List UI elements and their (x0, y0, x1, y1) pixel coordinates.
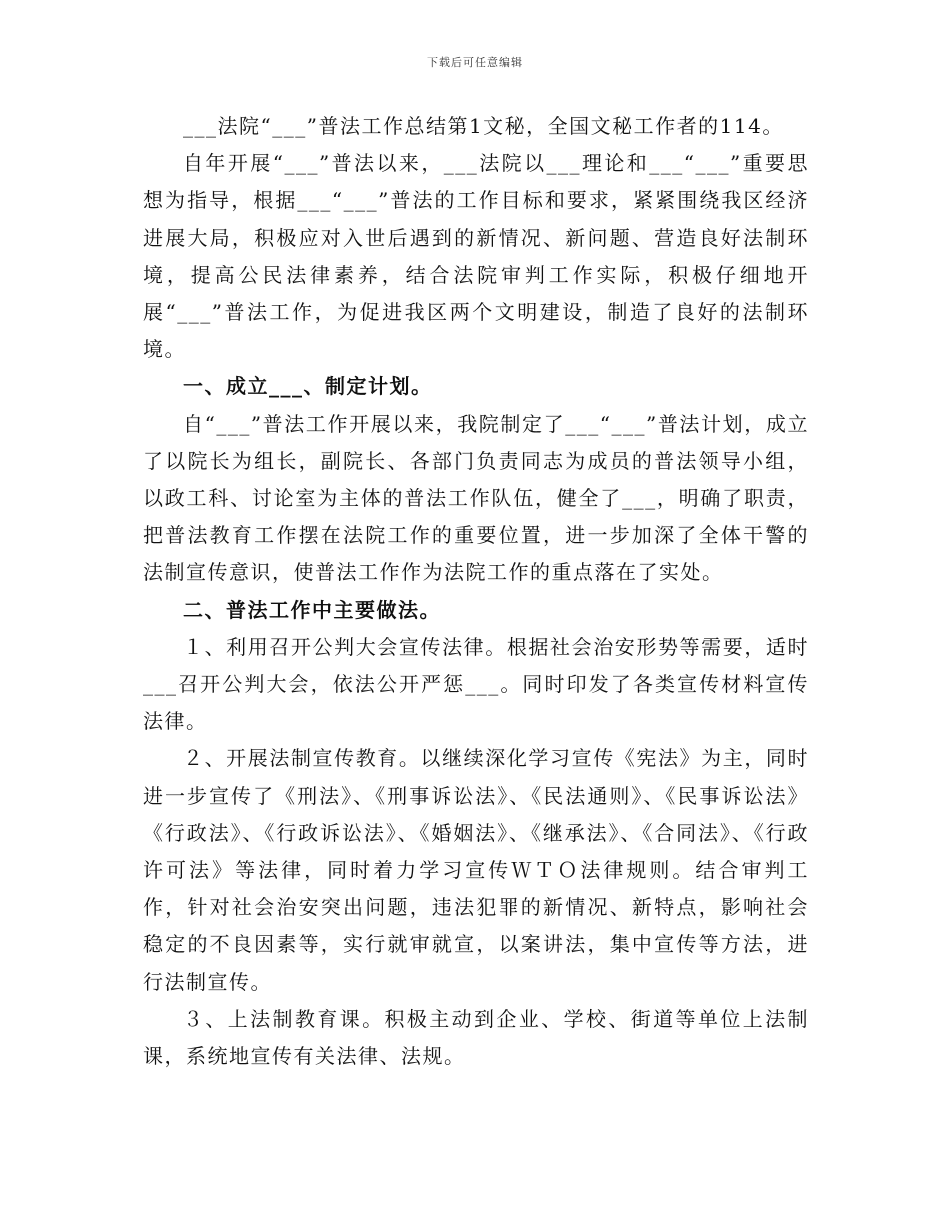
item-2-paragraph: ２、开展法制宣传教育。以继续深化学习宣传《宪法》为主，同时进一步宣传了《刑法》、《刑事诉讼法》、《民法通则》、《民事诉讼法》《行政法》、《行政诉讼法》、《婚姻法》、《继承法》、《合同法》、《行政许可法》等法律，同时着力学习宣传ＷＴＯ法律规则。结合审判工作，针对社会治安突出问题，违法犯罪的新情况、新特点，影响社会稳定的不良因素等，实行就审就宣，以案讲法，集中宣传等方法，进行法制宣传。 (143, 746, 809, 994)
item-3-paragraph: ３、上法制教育课。积极主动到企业、学校、街道等单位上法制课，系统地宣传有关法律、法规。 (143, 1006, 809, 1069)
item-1-paragraph: １、利用召开公判大会宣传法律。根据社会治安形势等需要，适时___召开公判大会，依法公开严惩___。同时印发了各类宣传材料宣传法律。 (143, 634, 809, 734)
section-heading-2: 二、普法工作中主要做法。 (183, 597, 441, 622)
document-body (143, 108, 809, 1075)
title-line: ___法院“___”普法工作总结第1文秘，全国文秘工作者的114。 (183, 114, 784, 138)
section-heading-1: 一、成立___、制定计划。 (183, 374, 433, 399)
section-1-paragraph: 自“___”普法工作开展以来，我院制定了___“___”普法计划，成立了以院长为组长，副院长、各部门负责同志为成员的普法领导小组，以政工科、讨论室为主体的普法工作队伍，健全了___，明确了职责，把普法教育工作摆在法院工作的重要位置，进一步加深了全体干警的法制宣传意识，使普法工作作为法院工作的重点落在了实处。 (143, 411, 809, 585)
intro-paragraph: 自年开展“___”普法以来，___法院以___理论和___“___”重要思想为指导，根据___“___”普法的工作目标和要求，紧紧围绕我区经济进展大局，积极应对入世后遇到的新情况、新问题、营造良好法制环境，提高公民法律素养，结合法院审判工作实际，积极仔细地开展“___”普法工作，为促进我区两个文明建设，制造了良好的法制环境。 (143, 151, 809, 362)
page-header: 下载后可任意编辑 (427, 56, 523, 69)
